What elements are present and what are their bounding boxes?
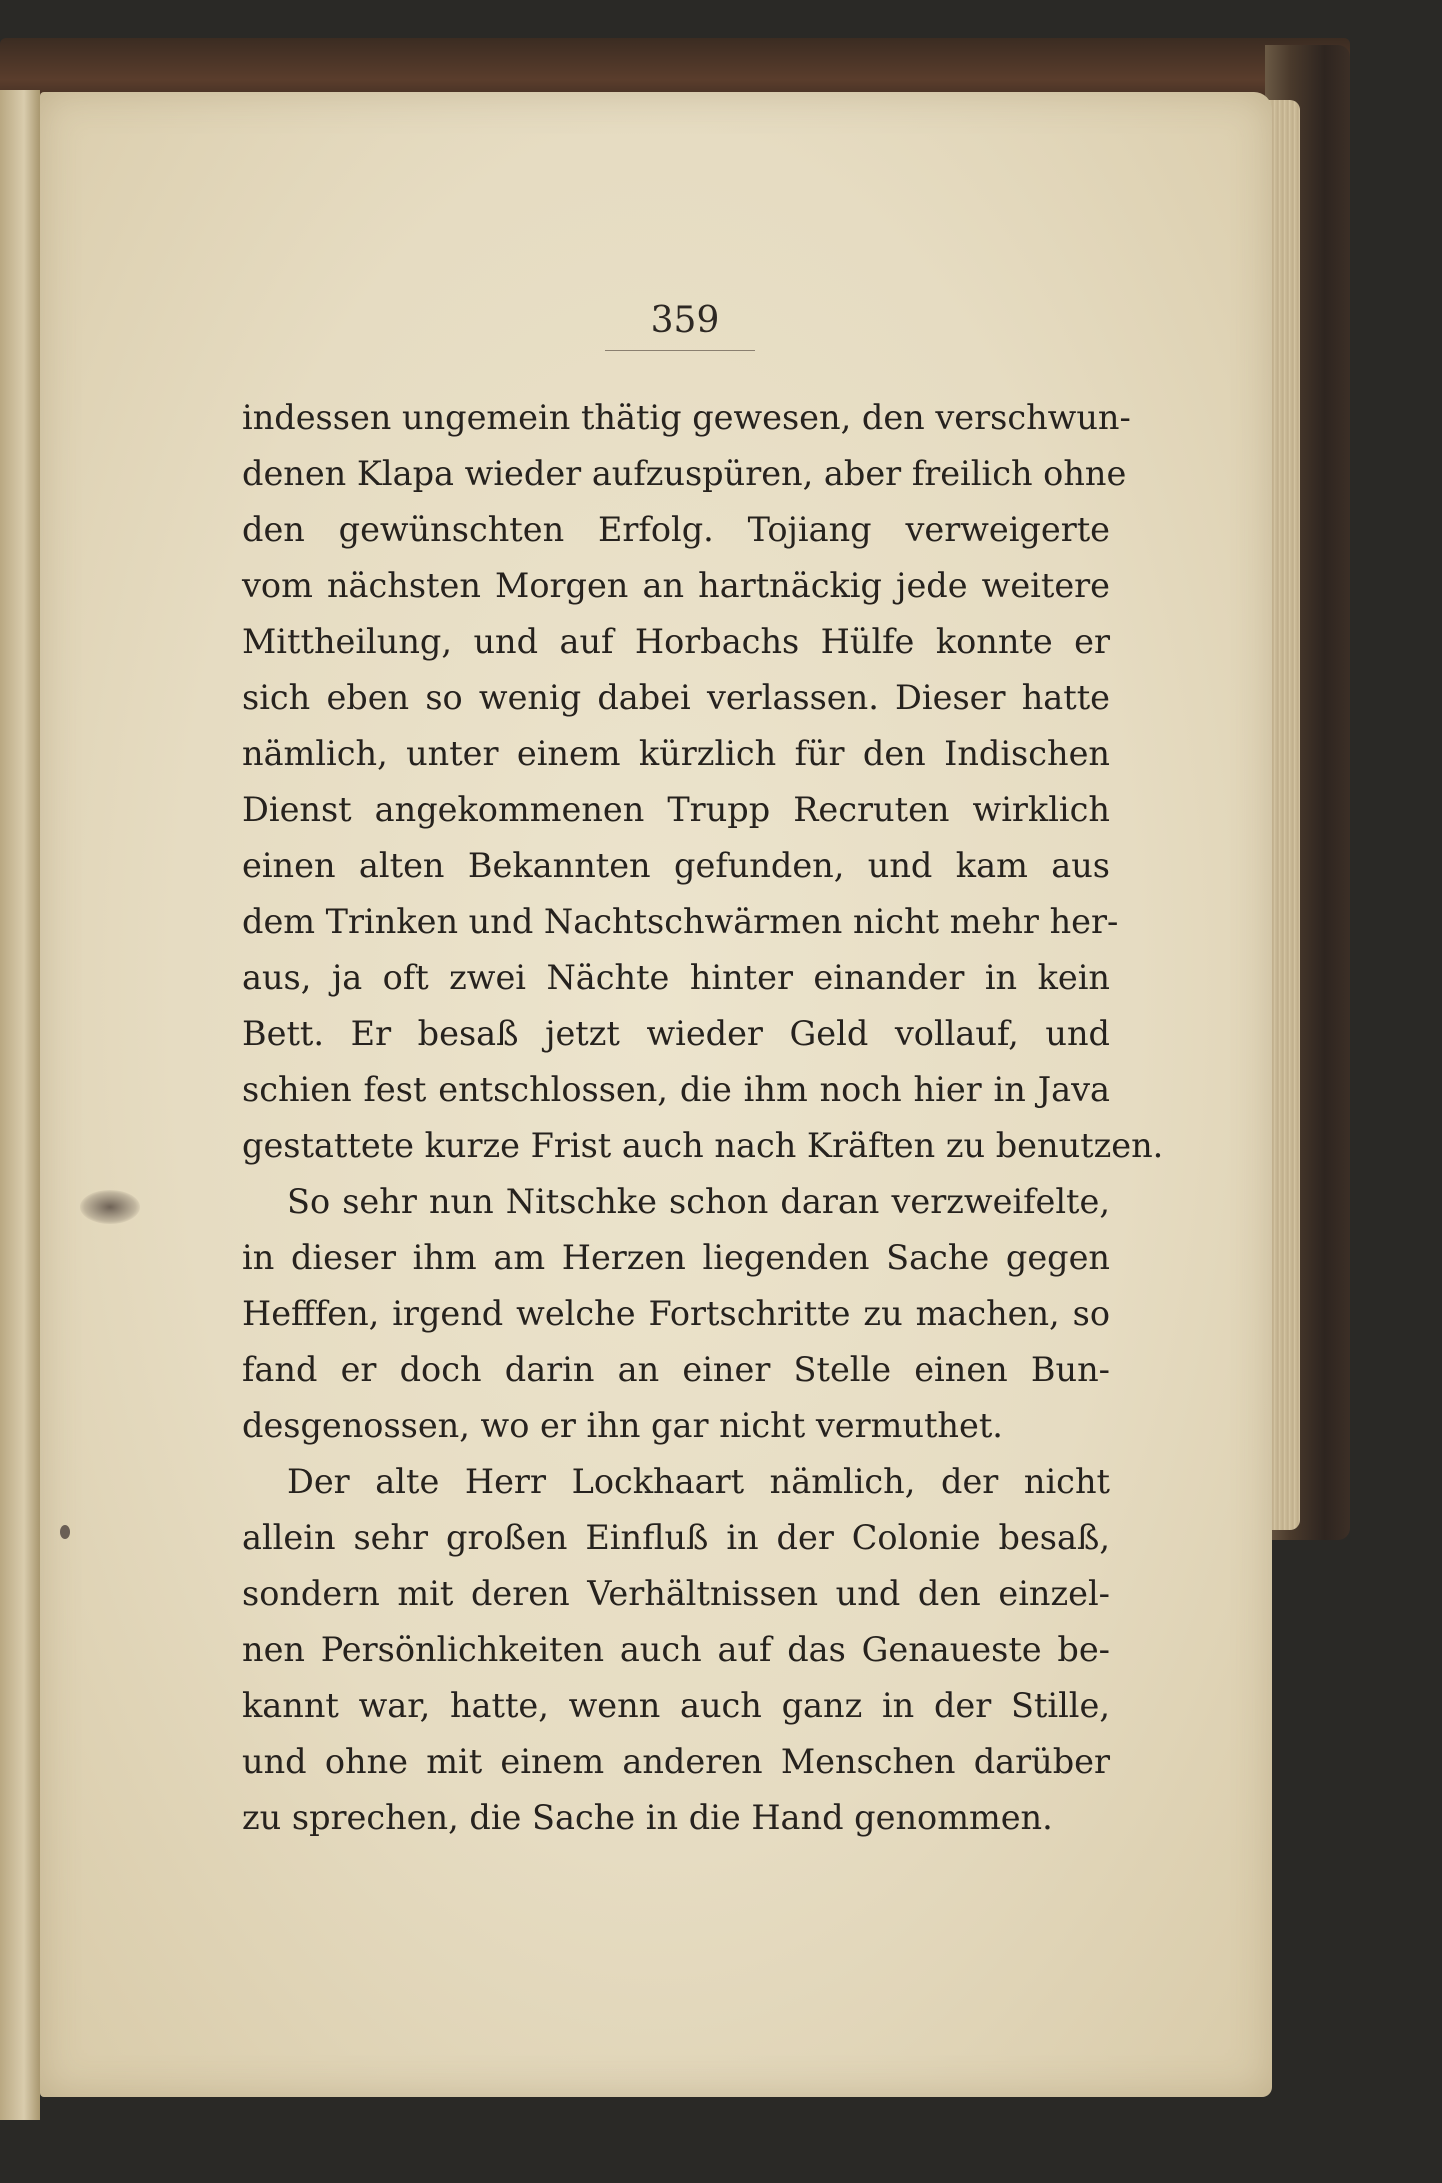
text-line: sich eben so wenig dabei verlassen. Dieser hatte (242, 678, 1110, 717)
text-line: Hefffen, irgend welche Fortschritte zu machen, so (242, 1294, 1110, 1333)
text-line: desgenossen, wo er ihn gar nicht vermuthet. (242, 1406, 1003, 1445)
page-stain (80, 1190, 140, 1224)
page-number: 359 (650, 300, 720, 341)
page-stain-small (60, 1525, 70, 1539)
text-line: Bett. Er besaß jetzt wieder Geld vollauf, und (242, 1014, 1110, 1053)
text-line: gestattete kurze Frist auch nach Kräften zu benutzen. (242, 1126, 1164, 1165)
page-number-rule (605, 350, 755, 351)
text-line: nen Persönlichkeiten auch auf das Genaueste be- (242, 1630, 1110, 1669)
text-line: einen alten Bekannten gefunden, und kam aus (242, 846, 1110, 885)
text-line: sondern mit deren Verhältnissen und den einzel- (242, 1574, 1110, 1613)
text-line: schien fest entschlossen, die ihm noch hier in Java (242, 1070, 1110, 1109)
text-line: Dienst angekommenen Trupp Recruten wirklich (242, 790, 1110, 829)
text-line: kannt war, hatte, wenn auch ganz in der Stille, (242, 1686, 1110, 1725)
body-text (242, 390, 1164, 1846)
text-line: dem Trinken und Nachtschwärmen nicht mehr her- (242, 902, 1119, 941)
text-line: denen Klapa wieder aufzuspüren, aber freilich ohne (242, 454, 1127, 493)
left-page-edge (0, 90, 40, 2120)
text-line: So sehr nun Nitschke schon daran verzweifelte, (287, 1182, 1110, 1221)
text-line: und ohne mit einem anderen Menschen darüber (242, 1742, 1110, 1781)
text-line: allein sehr großen Einfluß in der Colonie besaß, (242, 1518, 1110, 1557)
text-line: Mittheilung, und auf Horbachs Hülfe konnte er (242, 622, 1110, 661)
text-line: indessen ungemein thätig gewesen, den verschwun- (242, 398, 1131, 437)
text-line: aus, ja oft zwei Nächte hinter einander in kein (242, 958, 1110, 997)
text-line: vom nächsten Morgen an hartnäckig jede weitere (242, 566, 1110, 605)
text-line: zu sprechen, die Sache in die Hand genommen. (242, 1798, 1053, 1837)
text-line: in dieser ihm am Herzen liegenden Sache gegen (242, 1238, 1110, 1277)
text-line: Der alte Herr Lockhaart nämlich, der nicht (287, 1462, 1110, 1501)
text-line: fand er doch darin an einer Stelle einen Bun- (242, 1350, 1110, 1389)
text-line: nämlich, unter einem kürzlich für den Indischen (242, 734, 1110, 773)
text-line: den gewünschten Erfolg. Tojiang verweigerte (242, 510, 1110, 549)
